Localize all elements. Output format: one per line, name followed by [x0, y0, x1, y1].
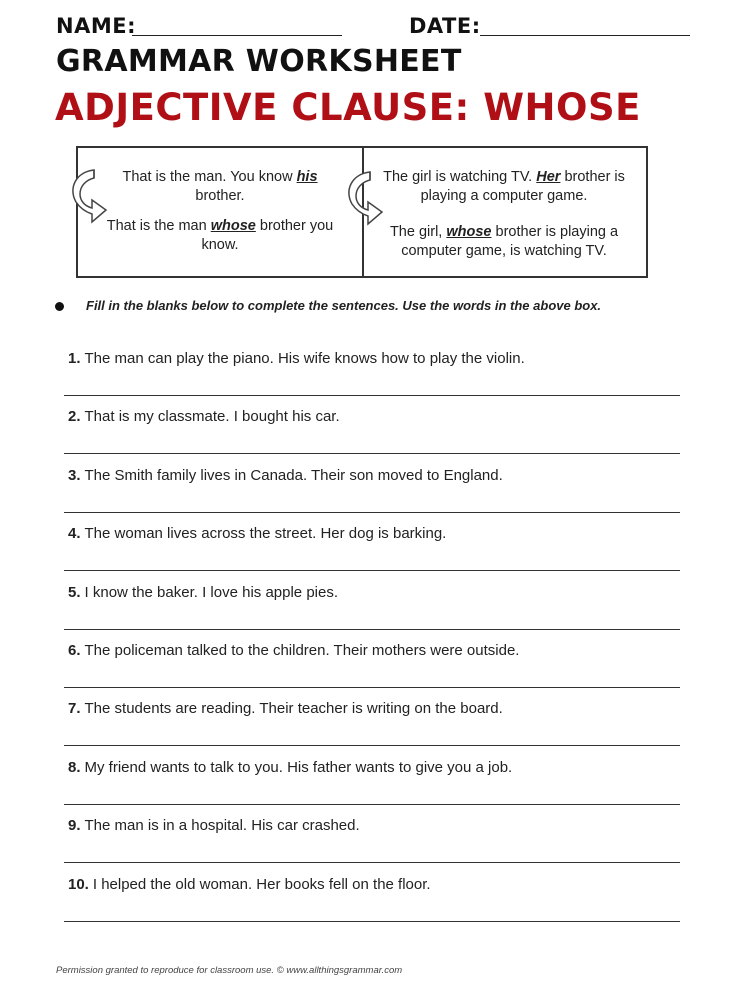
- question-item: [68, 350, 525, 367]
- answer-line[interactable]: [64, 570, 680, 571]
- question-text: The students are reading. Their teacher is writing on the board.: [84, 700, 503, 717]
- answer-line[interactable]: [64, 395, 680, 396]
- question-number: 10.: [68, 876, 89, 893]
- header-row: [56, 14, 696, 44]
- example-text: That is the man: [106, 218, 207, 234]
- question-text: The man is in a hospital. His car crashed.: [84, 817, 360, 834]
- answer-line[interactable]: [64, 512, 680, 513]
- example-right-after: [374, 223, 634, 261]
- example-box: [76, 146, 648, 278]
- example-text: brother is playing a computer game.: [420, 169, 625, 204]
- question-text: The policeman talked to the children. Their mothers were outside.: [84, 642, 520, 659]
- question-item: [68, 408, 340, 425]
- question-item: [68, 525, 446, 542]
- example-right: [364, 148, 646, 276]
- instructions: Fill in the blanks below to complete the sentences. Use the words in the above box.: [86, 298, 602, 313]
- instructions-row: [55, 298, 695, 318]
- date-field[interactable]: [480, 35, 690, 36]
- question-text: The woman lives across the street. Her dog is barking.: [84, 525, 447, 542]
- answer-line[interactable]: [64, 629, 680, 630]
- question-item: [68, 642, 519, 659]
- name-field[interactable]: [132, 35, 342, 36]
- example-text: The girl,: [389, 224, 443, 240]
- answer-line[interactable]: [64, 804, 680, 805]
- question-item: [68, 584, 338, 601]
- question-text: I know the baker. I love his apple pies.: [84, 584, 338, 601]
- question-item: [68, 759, 512, 776]
- example-text: brother is playing a computer game, is watching TV.: [401, 224, 619, 259]
- question-number: 9.: [68, 817, 81, 834]
- question-number: 5.: [68, 584, 81, 601]
- question-text: My friend wants to talk to you. His father wants to give you a job.: [84, 759, 513, 776]
- question-text: The man can play the piano. His wife knows how to play the violin.: [84, 350, 525, 367]
- example-highlight: Her: [536, 169, 561, 185]
- example-text: The girl is watching TV.: [383, 169, 533, 185]
- question-number: 8.: [68, 759, 81, 776]
- answer-line[interactable]: [64, 687, 680, 688]
- worksheet-subtitle: ADJECTIVE CLAUSE: WHOSE: [55, 86, 641, 129]
- example-text: brother.: [195, 188, 245, 204]
- question-number: 4.: [68, 525, 81, 542]
- date-label: DATE:: [409, 14, 481, 38]
- example-left-before: [102, 168, 338, 206]
- question-number: 6.: [68, 642, 81, 659]
- example-right-before: [374, 168, 634, 206]
- example-highlight: whose: [446, 224, 492, 240]
- worksheet-title: GRAMMAR WORKSHEET: [56, 44, 462, 79]
- footer-credit: Permission granted to reproduce for classroom use. © www.allthingsgrammar.com: [56, 965, 403, 976]
- question-text: I helped the old woman. Her books fell on the floor.: [92, 876, 431, 893]
- question-item: [68, 700, 503, 717]
- bullet-icon: [55, 302, 64, 311]
- example-highlight: whose: [210, 218, 256, 234]
- question-text: The Smith family lives in Canada. Their son moved to England.: [84, 467, 503, 484]
- question-number: 7.: [68, 700, 81, 717]
- question-item: [68, 467, 503, 484]
- name-label: NAME:: [56, 14, 136, 38]
- question-text: That is my classmate. I bought his car.: [84, 408, 340, 425]
- example-left-after: [102, 217, 338, 255]
- question-number: 2.: [68, 408, 81, 425]
- answer-line[interactable]: [64, 453, 680, 454]
- example-text: That is the man. You know: [122, 169, 293, 185]
- answer-line[interactable]: [64, 745, 680, 746]
- example-highlight: his: [296, 169, 318, 185]
- question-item: [68, 876, 431, 893]
- answer-line[interactable]: [64, 862, 680, 863]
- question-number: 3.: [68, 467, 81, 484]
- example-left: [78, 148, 364, 276]
- question-item: [68, 817, 360, 834]
- example-text: brother you know.: [201, 218, 334, 253]
- answer-line[interactable]: [64, 921, 680, 922]
- question-number: 1.: [68, 350, 81, 367]
